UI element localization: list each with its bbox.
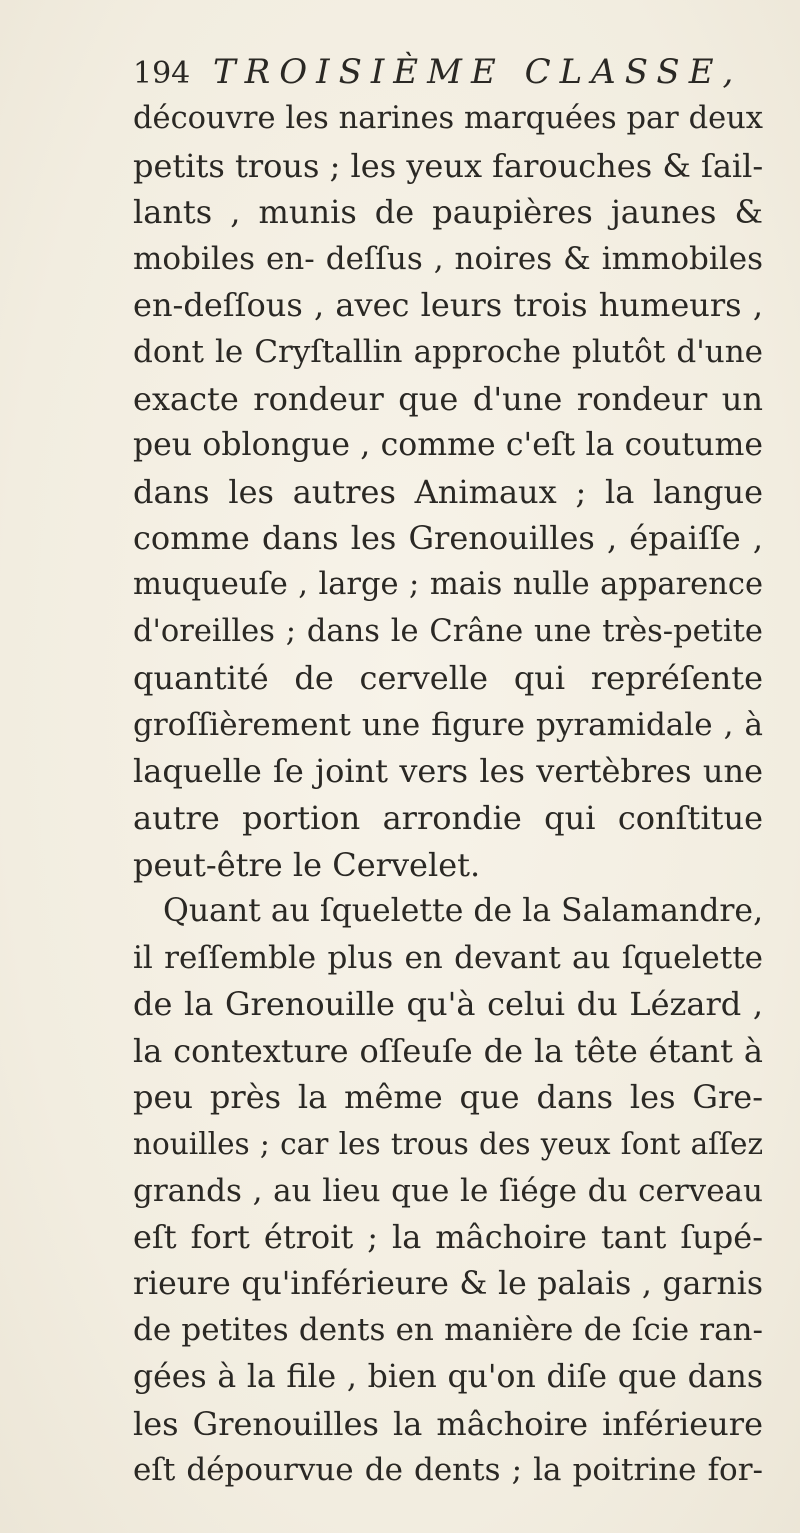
text-line: gées à la file , bien qu'on diſe que dans [133, 1359, 763, 1396]
text-line: eſt dépourvue de dents ; la poitrine for- [133, 1452, 763, 1489]
text-line: d'oreilles ; dans le Crâne une très-petite [133, 613, 763, 649]
text-line: comme dans les Grenouilles , épaiſſe , [133, 519, 763, 558]
text-line: groſſièrement une figure pyramidale , à [133, 706, 763, 743]
text-line: peut-être le Cervelet. [133, 845, 481, 884]
page-text [133, 48, 763, 1494]
text-line: dont le Cryſtallin approche plutôt d'une [133, 333, 763, 370]
text-line: Quant au ſquelette de la Salamandre, [163, 893, 764, 930]
text-line: en-deſſous , avec leurs trois humeurs , [133, 286, 763, 325]
text-line: lants , munis de paupières jaunes & [133, 193, 763, 232]
text-line: nouilles ; car les trous des yeux ſont aſſez [133, 1127, 763, 1162]
text-line: mobiles en- deſſus , noires & immobiles [133, 240, 763, 277]
text-line: quantité de cervelle qui repréſente [133, 659, 763, 698]
text-line: petits trous ; les yeux farouches & ſail- [133, 146, 764, 185]
text-line: muqueuſe , large ; mais nulle apparence [133, 566, 763, 602]
text-line: peu près la même que dans les Gre- [133, 1078, 763, 1117]
text-line: il reſſemble plus en devant au ſquelette [133, 939, 763, 976]
text-line: peu oblongue , comme c'eſt la coutume [133, 427, 763, 464]
text-line: les Grenouilles la mâchoire inférieure [133, 1404, 763, 1443]
text-line: découvre les narines marquées par deux [133, 101, 763, 136]
text-line: la contexture oſſeuſe de la tête étant à [133, 1031, 763, 1070]
text-line: rieure qu'inférieure & le palais , garnis [133, 1265, 763, 1302]
paragraph [133, 888, 763, 1494]
text-line: exacte rondeur que d'une rondeur un [133, 379, 763, 418]
text-line: grands , au lieu que le ſiége du cerveau [133, 1172, 763, 1209]
text-line: eſt fort étroit ; la mâchoire tant ſupé- [133, 1218, 763, 1257]
running-header [133, 48, 763, 96]
page-number: 194 [133, 56, 191, 91]
text-line: autre portion arrondie qui conſtitue [133, 798, 763, 837]
text-line: dans les autres Animaux ; la langue [133, 472, 763, 511]
paragraph [133, 96, 763, 888]
text-line: laquelle ſe joint vers les vertèbres une [133, 752, 763, 791]
text-line: de petites dents en manière de ſcie ran- [133, 1312, 763, 1349]
text-line: de la Grenouille qu'à celui du Lézard , [133, 985, 763, 1024]
running-title: TROISIÈME CLASSE, [213, 52, 743, 92]
body-text [133, 96, 763, 1494]
